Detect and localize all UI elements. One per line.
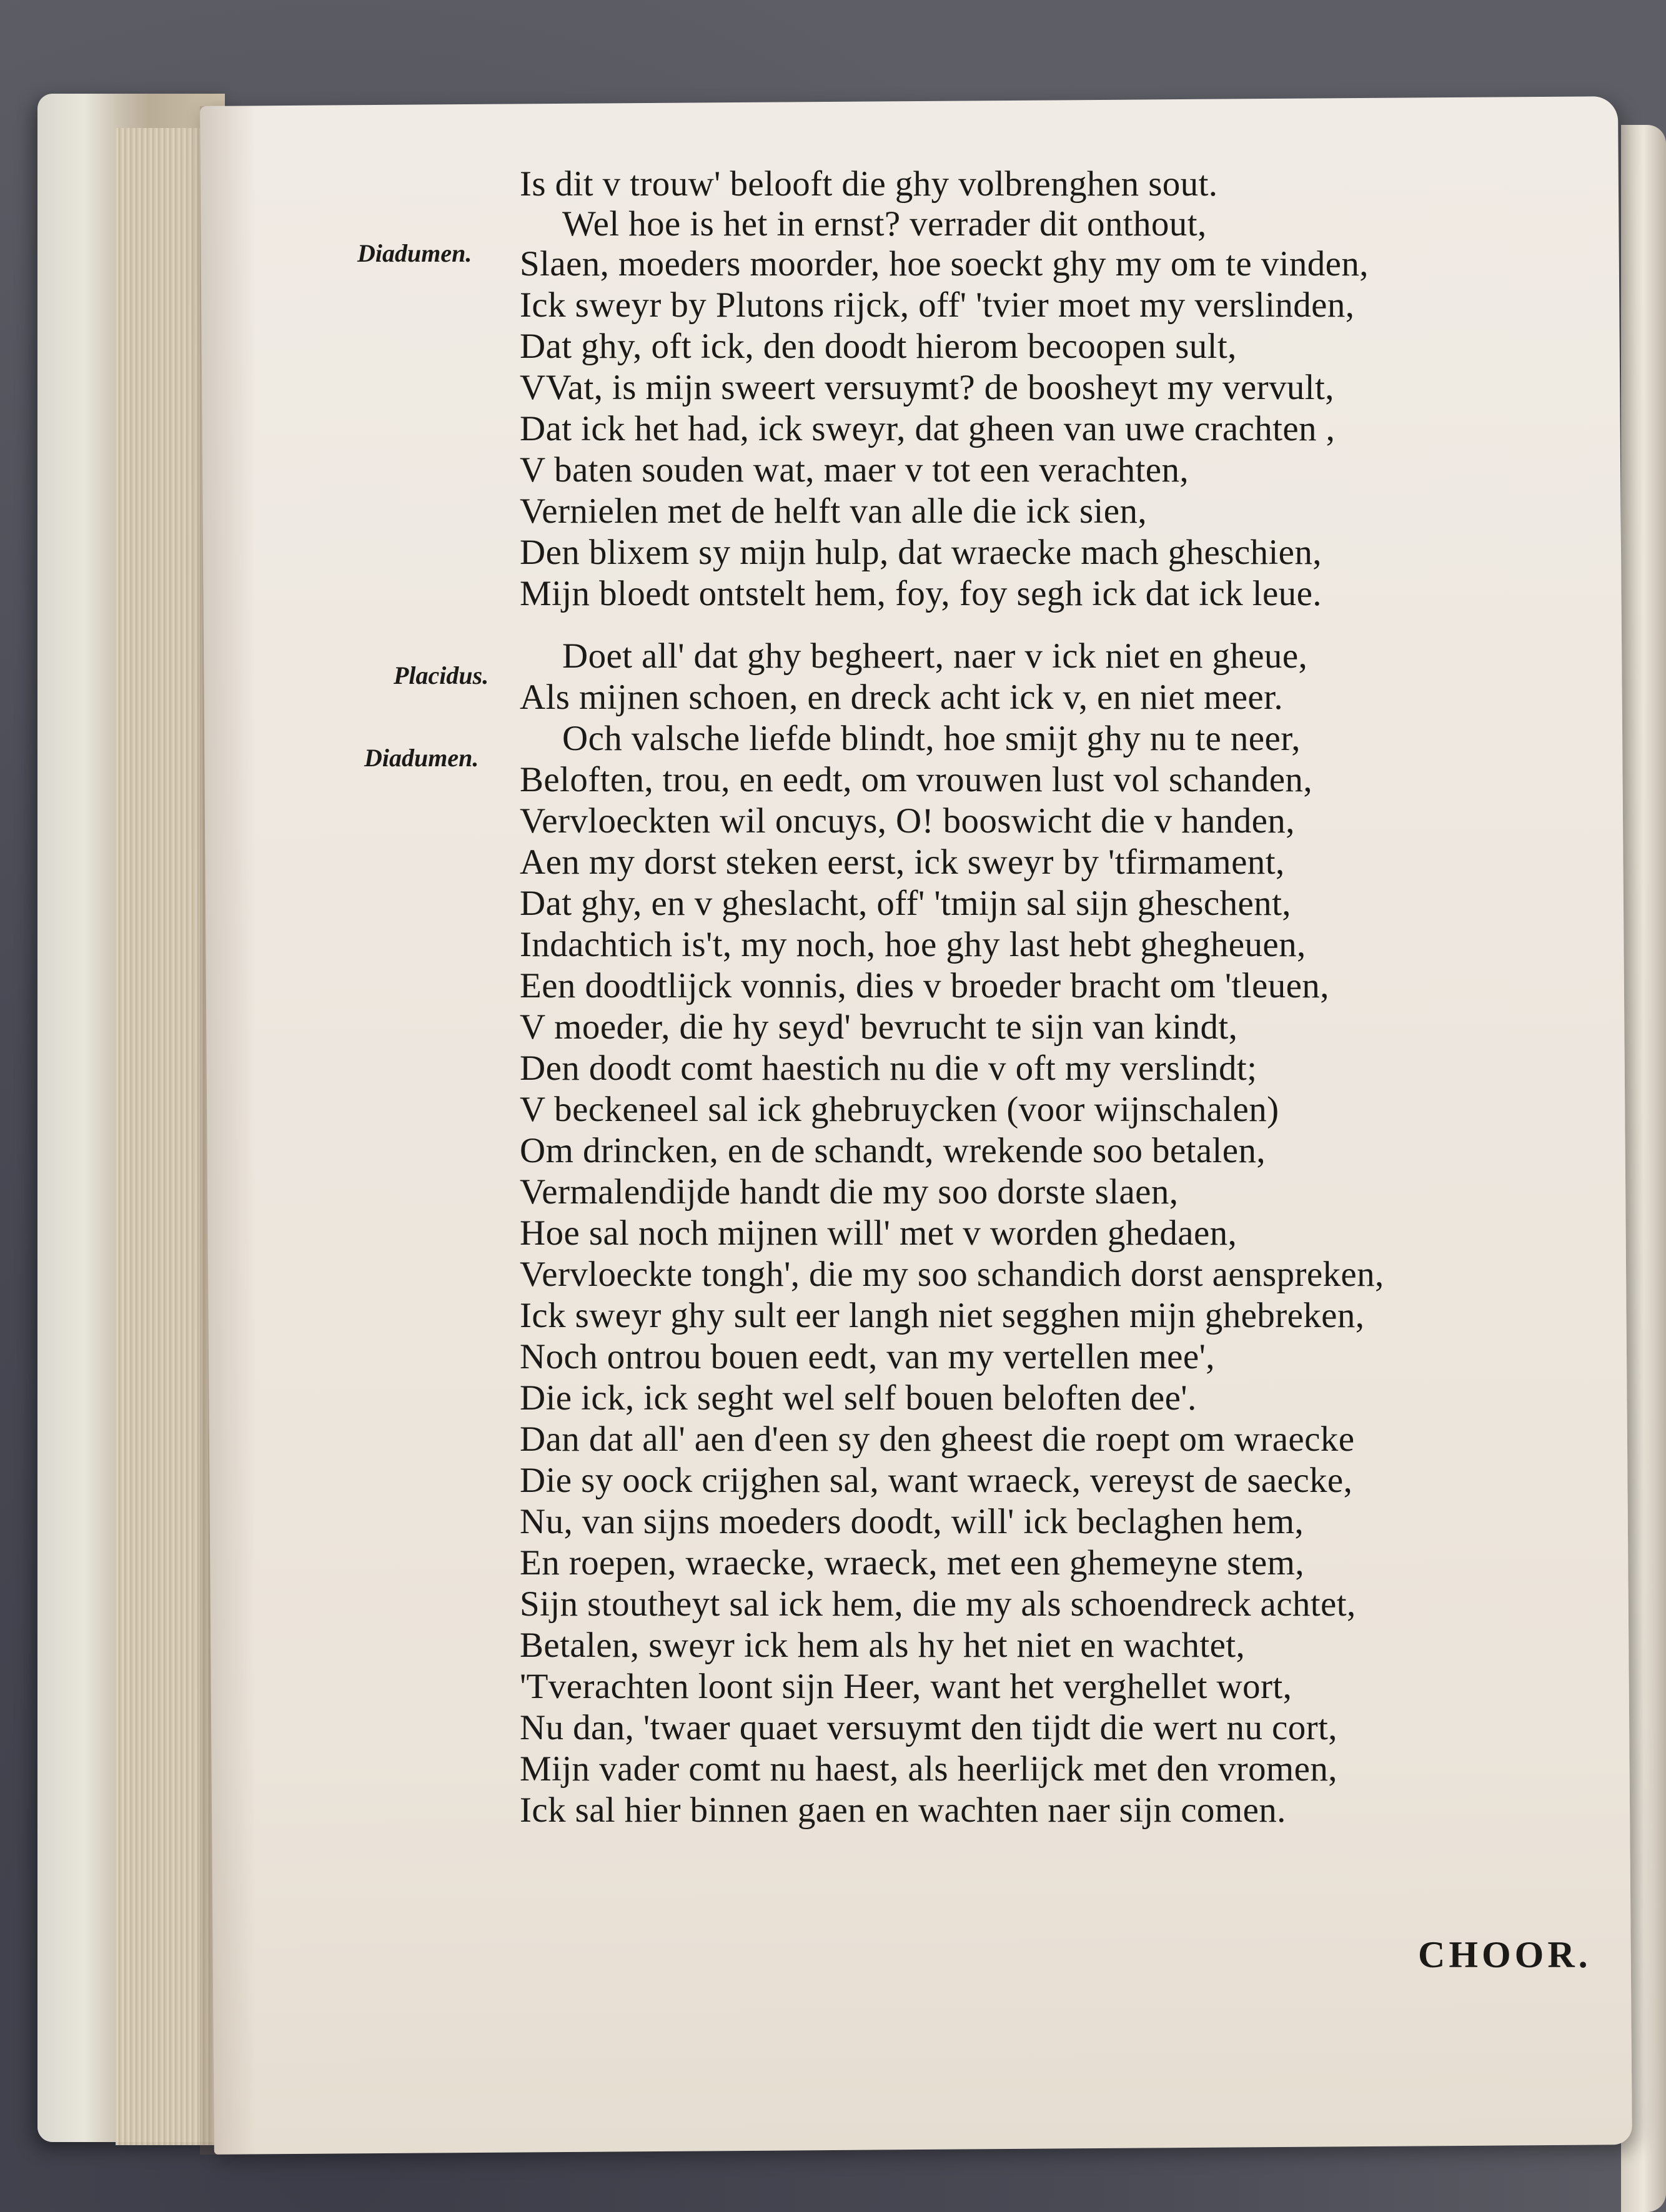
verse-line: Sijn stoutheyt sal ick hem, die my als schoendreck achtet,: [520, 1584, 1356, 1624]
verse-line: Ick sweyr by Plutons rijck, off' 'tvier moet my verslinden,: [520, 285, 1355, 325]
book-page: [200, 96, 1632, 2155]
verse-line: Mijn bloedt ontstelt hem, foy, foy segh ick dat ick leue.: [520, 574, 1322, 613]
verse-line: Beloften, trou, en eedt, om vrouwen lust vol schanden,: [520, 760, 1312, 799]
verse-line: Vermalendijde handt die my soo dorste slaen,: [520, 1172, 1179, 1212]
speaker-label: Diadumen.: [357, 239, 472, 267]
verse-line: Den doodt comt haestich nu die v oft my verslindt;: [520, 1049, 1257, 1088]
verse-line: Noch ontrou bouen eedt, van my vertellen mee',: [520, 1337, 1215, 1376]
verse-line: V beckeneel sal ick ghebruycken (voor wijnschalen): [520, 1090, 1279, 1129]
verse-line: Doet all' dat ghy begheert, naer v ick niet en gheue,: [562, 636, 1308, 676]
verse-line: Ick sweyr ghy sult eer langh niet segghen mijn ghebreken,: [520, 1296, 1365, 1335]
verse-line: Is dit v trouw' belooft die ghy volbrenghen sout.: [520, 164, 1218, 204]
verse-line: Vernielen met de helft van alle die ick sien,: [520, 491, 1148, 531]
verse-line: Slaen, moeders moorder, hoe soeckt ghy my om te vinden,: [520, 244, 1369, 284]
verse-line: Den blixem sy mijn hulp, dat wraecke mach gheschien,: [520, 533, 1322, 572]
verse-line: Ick sal hier binnen gaen en wachten naer sijn comen.: [520, 1790, 1286, 1830]
verse-line: V baten souden wat, maer v tot een verachten,: [520, 450, 1189, 490]
verse-line: Och valsche liefde blindt, hoe smijt ghy nu te neer,: [562, 719, 1301, 758]
verse-line: Dan dat all' aen d'een sy den gheest die roept om wraecke: [520, 1420, 1355, 1459]
verse-line: Die ick, ick seght wel self bouen beloften dee'.: [520, 1378, 1197, 1418]
verse-line: Die sy oock crijghen sal, want wraeck, vereyst de saecke,: [520, 1461, 1353, 1500]
verse-line: Een doodtlijck vonnis, dies v broeder bracht om 'tleuen,: [520, 966, 1329, 1005]
verse-line: Indachtich is't, my noch, hoe ghy last hebt ghegheuen,: [520, 925, 1306, 964]
verse-line: En roepen, wraecke, wraeck, met een ghemeyne stem,: [520, 1543, 1304, 1582]
verse-line: Aen my dorst steken eerst, ick sweyr by 'tfirmament,: [520, 842, 1285, 882]
speaker-label: Placidus.: [394, 661, 489, 689]
verse-line: 'Tverachten loont sijn Heer, want het verghellet wort,: [520, 1667, 1292, 1706]
verse-line: Om drincken, en de schandt, wrekende soo betalen,: [520, 1131, 1266, 1170]
verse-line: Hoe sal noch mijnen will' met v worden ghedaen,: [520, 1213, 1237, 1253]
catchword: CHOOR.: [1418, 1934, 1592, 1975]
verse-line: V moeder, die hy seyd' bevrucht te sijn van kindt,: [520, 1007, 1238, 1047]
verse-line: Nu dan, 'twaer quaet versuymt den tijdt die wert nu cort,: [520, 1708, 1337, 1747]
verse-line: Mijn vader comt nu haest, als heerlijck met den vromen,: [520, 1749, 1337, 1789]
verse-line: Vervloeckte tongh', die my soo schandich dorst aenspreken,: [520, 1255, 1384, 1294]
verse-line: Wel hoe is het in ernst? verrader dit onthout,: [562, 204, 1207, 244]
verse-line: Dat ick het had, ick sweyr, dat gheen van uwe crachten ,: [520, 409, 1336, 448]
verse-line: Nu, van sijns moeders doodt, will' ick beclaghen hem,: [520, 1502, 1304, 1541]
verse-line: Dat ghy, en v gheslacht, off' 'tmijn sal sijn gheschent,: [520, 884, 1291, 923]
verse-line: VVat, is mijn sweert versuymt? de boosheyt my vervult,: [520, 368, 1334, 407]
verse-line: Betalen, sweyr ick hem als hy het niet en wachtet,: [520, 1626, 1246, 1665]
verse-line: Vervloeckten wil oncuys, O! booswicht die v handen,: [520, 801, 1295, 841]
verse-line: Als mijnen schoen, en dreck acht ick v, en niet meer.: [520, 678, 1284, 717]
speaker-label: Diadumen.: [364, 744, 479, 772]
verse-line: Dat ghy, oft ick, den doodt hierom becoopen sult,: [520, 327, 1237, 366]
